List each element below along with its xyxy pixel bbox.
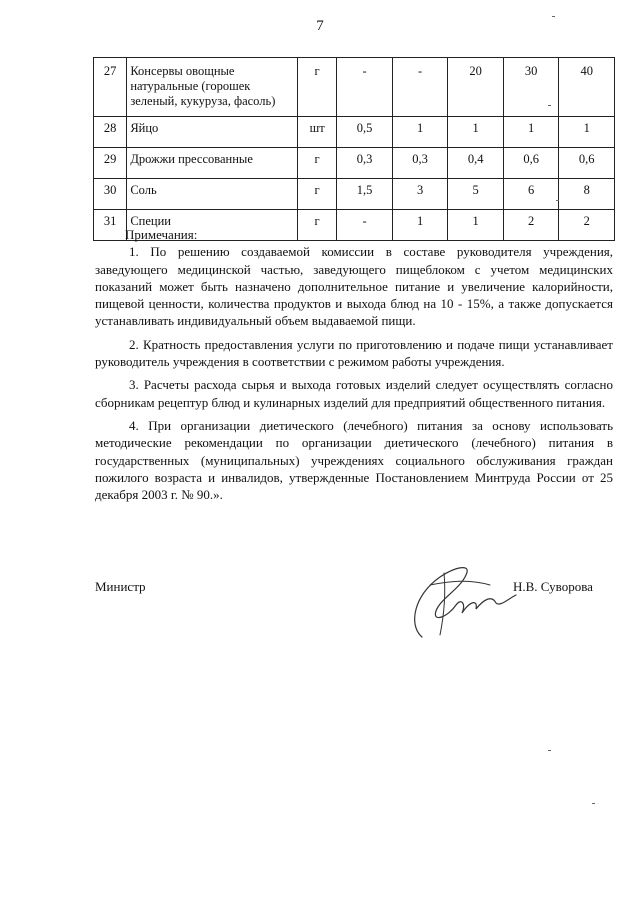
value-cell: 1 (448, 210, 504, 241)
value-cell: 0,3 (392, 148, 448, 179)
value-cell: 2 (503, 210, 559, 241)
unit-cell: г (297, 148, 336, 179)
unit-cell: г (297, 58, 336, 117)
value-cell: 8 (559, 179, 615, 210)
value-cell: 0,5 (337, 117, 393, 148)
position-title: Министр (95, 579, 146, 594)
note-item-3: 3. Расчеты расхода сырья и выхода готовых изделий следует осуществлять согласно сборникам рецептур блюд и кулинарных изделий для предприятий общественного питания. (95, 377, 613, 410)
handwritten-signature (400, 555, 520, 645)
note-item-2: 2. Кратность предоставления услуги по приготовлению и подаче пищи устанавливает руководитель учреждения в соответствии с режимом работы учреждения. (95, 336, 613, 370)
value-cell: 6 (503, 179, 559, 210)
row-number: 29 (94, 148, 127, 179)
value-cell: 1,5 (337, 179, 393, 210)
scan-speck (592, 803, 595, 804)
value-cell: 0,4 (448, 148, 504, 179)
product-name: Консервы овощные натуральные (горошек зеленый, кукуруза, фасоль) (127, 58, 298, 117)
product-name: Яйцо (127, 117, 298, 148)
value-cell: - (392, 58, 448, 117)
row-number: 30 (94, 179, 127, 210)
row-number: 27 (94, 58, 127, 117)
unit-cell: г (297, 210, 336, 241)
table-row (94, 148, 615, 179)
signer-name: Н.В. Суворова (513, 579, 593, 594)
note-item-4: 4. При организации диетического (лечебного) питания за основу использовать методические рекомендации по организации диетического (лечебного) питания в государственных (муниципальных) учреждениях социального обслуживания граждан пожилого возраста и инвалидов, утвержденные Постановлением Минтруда России от 25 декабря 2003 г. № 90.». (95, 417, 613, 503)
page-number: 7 (316, 18, 324, 34)
scan-speck (552, 16, 555, 17)
value-cell: 0,3 (337, 148, 393, 179)
row-number: 31 (94, 210, 127, 241)
table-row (94, 58, 615, 117)
value-cell: 0,6 (503, 148, 559, 179)
value-cell: 0,6 (559, 148, 615, 179)
value-cell: 2 (559, 210, 615, 241)
notes-title: Примечания: (125, 227, 198, 242)
value-cell: - (337, 58, 393, 117)
value-cell: 3 (392, 179, 448, 210)
unit-cell: шт (297, 117, 336, 148)
norms-table (93, 57, 615, 241)
notes-section (95, 226, 613, 503)
value-cell: 1 (448, 117, 504, 148)
scan-speck (556, 200, 559, 201)
table-row (94, 179, 615, 210)
value-cell: 40 (559, 58, 615, 117)
product-name: Специи (127, 210, 298, 241)
value-cell: 1 (503, 117, 559, 148)
note-item-1: 1. По решению создаваемой комиссии в составе руководителя учреждения, заведующего медицинской частью, заведующего пищеблоком с учетом медицинских показаний может быть назначено дополнительное питание и увеличение калорийности, пищевой ценности, количества продуктов и выхода блюд на 10 - 15%, а также допускается устанавливать индивидуальный объем выдаваемой пищи. (95, 244, 613, 329)
value-cell: - (337, 210, 393, 241)
value-cell: 30 (503, 58, 559, 117)
product-name: Дрожжи прессованные (127, 148, 298, 179)
value-cell: 20 (448, 58, 504, 117)
scan-speck (548, 750, 551, 751)
value-cell: 5 (448, 179, 504, 210)
row-number: 28 (94, 117, 127, 148)
table-row (94, 117, 615, 148)
product-name: Соль (127, 179, 298, 210)
value-cell: 1 (392, 117, 448, 148)
value-cell: 1 (392, 210, 448, 241)
value-cell: 1 (559, 117, 615, 148)
scan-speck (548, 105, 551, 106)
unit-cell: г (297, 179, 336, 210)
